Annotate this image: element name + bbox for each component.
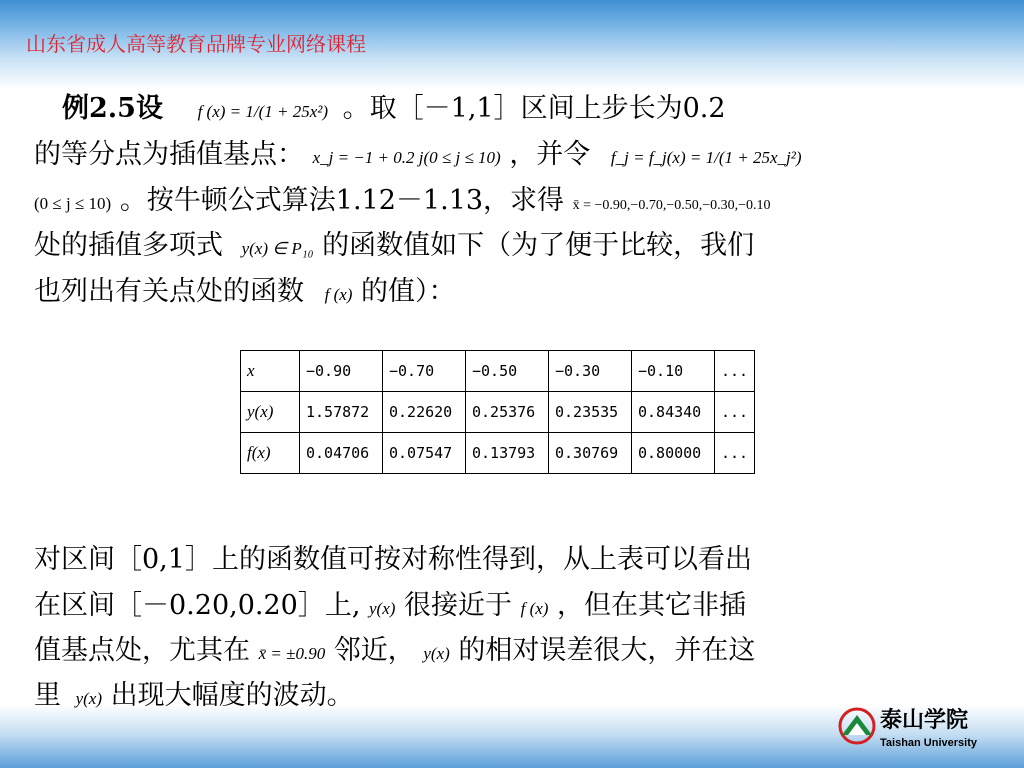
xbar2-formula: x̄ = ±0.90 (258, 644, 326, 663)
fj-formula: f_j = f_j(x) = 1/(1 + 25x_j²) (610, 148, 802, 167)
para2-l3-text2: 邻近， (333, 635, 415, 666)
table-cell: 0.30769 (549, 433, 632, 474)
para2-line3 (34, 634, 755, 671)
table-cell: −0.10 (632, 351, 715, 392)
fx-symbol: f (x) (324, 285, 353, 304)
table-cell: 0.22620 (383, 392, 466, 433)
para1-line4 (34, 229, 754, 266)
row-label-y: y(x) (241, 392, 300, 433)
para1-line3 (34, 184, 771, 223)
table-row-y (241, 392, 755, 433)
para2-l3-text3: 的相对误差很大，并在这 (458, 635, 756, 666)
table-cell: 0.84340 (632, 392, 715, 433)
table-cell: 0.23535 (549, 392, 632, 433)
table-cell: −0.70 (383, 351, 466, 392)
university-logo-en: Taishan University (880, 737, 977, 749)
value-table (240, 350, 755, 474)
para2-l3-text: 值基点处，尤其在 (34, 635, 250, 666)
table-cell: 0.13793 (466, 433, 549, 474)
table-cell: 0.07547 (383, 433, 466, 474)
para1-l5-text: 也列出有关点处的函数 (34, 276, 304, 307)
para1-l3-text: 。按牛顿公式算法1.12－1.13，求得 (119, 185, 565, 216)
para2-line2 (34, 589, 746, 626)
table-cell: 0.25376 (466, 392, 549, 433)
table-cell: ... (715, 433, 755, 474)
yx-symbol: y(x) (369, 599, 396, 618)
university-logo-icon (838, 705, 876, 747)
fx-symbol-2: f (x) (520, 599, 549, 618)
table-cell: 0.04706 (300, 433, 383, 474)
para1-l2-text2: ，并令 (509, 139, 591, 170)
para1-line5 (34, 275, 456, 312)
table-cell: 0.80000 (632, 433, 715, 474)
para1-line1 (62, 92, 726, 129)
table-cell: −0.50 (466, 351, 549, 392)
para2-l4-text2: 出现大幅度的波动。 (110, 680, 354, 711)
fx-definition: f (x) = 1/(1 + 25x²) (197, 102, 329, 121)
table-cell: −0.30 (549, 351, 632, 392)
para1-l4-text2: 的函数值如下（为了便于比较，我们 (322, 230, 755, 261)
table-cell: −0.90 (300, 351, 383, 392)
example-label: 例2.5设 (62, 93, 163, 124)
yP10-formula: y(x) ∈ P₁₀ (241, 239, 314, 258)
para1-l2-text: 的等分点为插值基点： (34, 139, 304, 170)
xbar-formula: x̄ = −0.90,−0.70,−0.50,−0.30,−0.10 (572, 198, 771, 213)
table-row-x (241, 351, 755, 392)
para1-l5-text2: 的值）： (361, 276, 456, 307)
range-formula: (0 ≤ j ≤ 10) (34, 194, 112, 213)
para2-line1: 对区间［0,1］上的函数值可按对称性得到，从上表可以看出 (34, 544, 752, 575)
para2-line4 (34, 679, 354, 716)
table-cell: 1.57872 (300, 392, 383, 433)
para1-line2 (34, 138, 802, 175)
yx-symbol-3: y(x) (75, 689, 103, 708)
para2-l2-text: 在区间［－0.20,0.20］上, (34, 590, 361, 621)
para2-l2-text3: ，但在其它非插 (557, 590, 747, 621)
para2-l2-text2: 很接近于 (404, 590, 513, 621)
table-cell: ... (715, 392, 755, 433)
para2-l4-text: 里 (34, 680, 61, 711)
row-label-x: x (241, 351, 300, 392)
table-cell: ... (715, 351, 755, 392)
para1-l4-text: 处的插值多项式 (34, 230, 223, 261)
yx-symbol-2: y(x) (423, 644, 450, 663)
row-label-f: f(x) (241, 433, 300, 474)
university-logo-text: 泰山学院 (880, 707, 969, 733)
course-header: 山东省成人高等教育品牌专业网络课程 (26, 32, 366, 56)
para1-l1-text: 。取［－1,1］区间上步长为0.2 (342, 93, 726, 124)
table-row-f (241, 433, 755, 474)
xj-formula: x_j = −1 + 0.2 j(0 ≤ j ≤ 10) (312, 148, 501, 167)
